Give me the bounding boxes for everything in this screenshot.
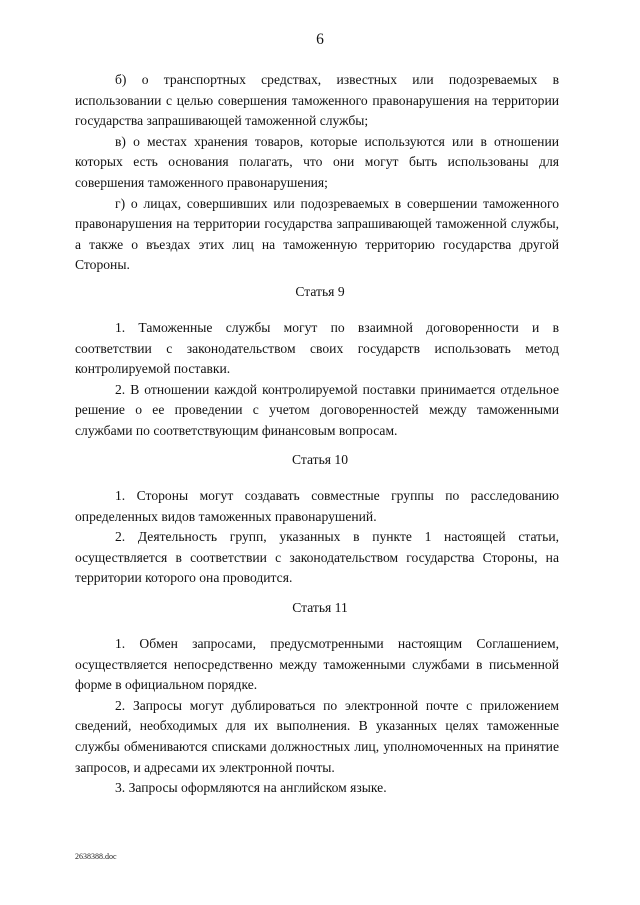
article-9-paragraph-1: 1. Таможенные службы могут по взаимной договоренности и в соответствии с законодательством своих государств использовать метод контролируемой поставки. xyxy=(75,320,559,377)
document-filename: 2638388.doc xyxy=(75,852,117,861)
article-9-paragraph-2: 2. В отношении каждой контролируемой поставки принимается отдельное решение о ее проведении с учетом договоренностей между таможенными службами по соответствующим финансовым вопросам. xyxy=(75,381,559,438)
list-item-b: б) о транспортных средствах, известных или подозреваемых в использовании с целью совершения таможенного правонарушения на территории государства запрашивающей таможенной службы; xyxy=(75,72,559,129)
article-10-paragraph-1: 1. Стороны могут создавать совместные группы по расследованию определенных видов таможенных правонарушений. xyxy=(75,488,559,524)
article-11-heading: Статья 11 xyxy=(292,600,348,615)
article-11-body xyxy=(75,634,559,799)
article-10-heading: Статья 10 xyxy=(291,452,349,467)
article-9-heading: Статья 9 xyxy=(295,284,345,299)
list-item-v: в) о местах хранения товаров, которые используются или в отношении которых есть основания полагать, что они могут быть использованы для совершения таможенного правонарушения; xyxy=(75,133,559,190)
list-continuation xyxy=(75,70,559,276)
page-number: 6 xyxy=(316,31,324,48)
article-10-body xyxy=(75,486,559,589)
article-11-paragraph-1: 1. Обмен запросами, предусмотренными настоящим Соглашением, осуществляется непосредственно между таможенными службами в письменной форме в официальном порядке. xyxy=(75,636,559,693)
article-11-paragraph-3: 3. Запросы оформляются на английском языке. xyxy=(115,780,387,796)
list-item-g: г) о лицах, совершивших или подозреваемых в совершении таможенного правонарушения на территории государства запрашивающей таможенной службы, а также о въездах этих лиц на таможенную территорию государства другой Стороны. xyxy=(75,195,559,273)
article-10-paragraph-2: 2. Деятельность групп, указанных в пункте 1 настоящей статьи, осуществляется в соответствии с законодательством государства Стороны, на территории которого она проводится. xyxy=(75,529,559,586)
article-9-body xyxy=(75,318,559,442)
article-11-paragraph-2: 2. Запросы могут дублироваться по электронной почте с приложением сведений, необходимых для их выполнения. В указанных целях таможенные службы обмениваются списками должностных лиц, уполномоченных на принятие запросов, и адресами их электронной почты. xyxy=(75,697,559,775)
